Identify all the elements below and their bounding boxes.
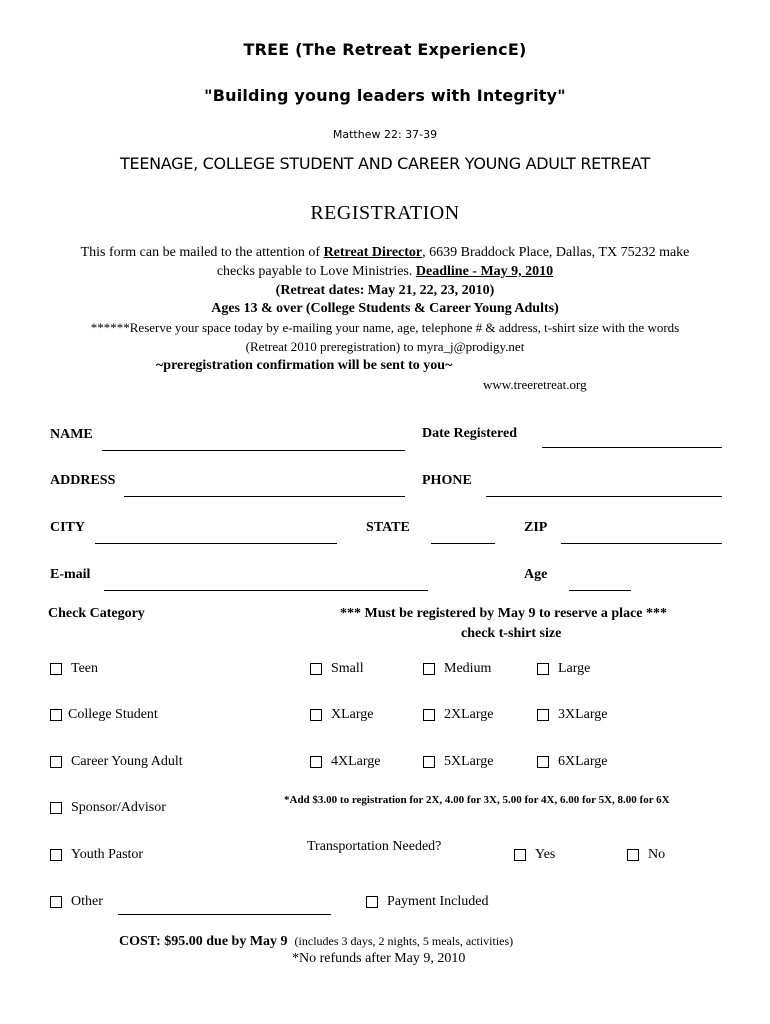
size-large-checkbox[interactable]	[537, 663, 549, 675]
retreat-dates: (Retreat dates: May 21, 22, 23, 2010)	[275, 283, 495, 298]
retreat-director: Retreat Director	[323, 245, 423, 260]
tagline: "Building young leaders with Integrity"	[204, 86, 566, 105]
size-large-label: Large	[558, 661, 591, 676]
size-surcharge-note: *Add $3.00 to registration for 2X, 4.00 for 3X, 5.00 for 4X, 6.00 for 5X, 8.00 for 6X	[284, 794, 670, 806]
tshirt-size-heading: check t-shirt size	[461, 626, 562, 641]
state-input[interactable]	[431, 527, 495, 544]
confirmation-note: ~preregistration confirmation will be sent to you~	[156, 358, 453, 373]
form-title: TREE (The Retreat ExperiencE)	[243, 40, 527, 59]
youth-pastor-checkbox[interactable]	[50, 849, 62, 861]
size-small-checkbox[interactable]	[310, 663, 322, 675]
transport-no-label: No	[648, 847, 666, 862]
name-label: NAME	[50, 427, 93, 442]
intro-line-2	[0, 264, 770, 280]
other-input[interactable]	[118, 898, 331, 915]
transport-yes-checkbox[interactable]	[514, 849, 526, 861]
age-requirement: Ages 13 & over (College Students & Career Young Adults)	[211, 301, 559, 316]
deadline-text: Deadline - May 9, 2010	[415, 264, 554, 279]
size-6xlarge-label: 6XLarge	[558, 754, 608, 769]
transportation-question: Transportation Needed?	[307, 839, 442, 854]
scripture-reference: Matthew 22: 37-39	[332, 128, 438, 141]
cost-line	[119, 932, 513, 950]
phone-label: PHONE	[422, 473, 472, 488]
intro-address: , 6639 Braddock Place, Dallas, TX 75232 make	[422, 245, 690, 260]
size-xlarge-label: XLarge	[331, 707, 374, 722]
size-5xlarge-label: 5XLarge	[444, 754, 494, 769]
other-label: Other	[71, 894, 103, 909]
college-student-label: College Student	[68, 707, 158, 722]
age-label: Age	[524, 567, 548, 582]
teen-checkbox[interactable]	[50, 663, 62, 675]
intro-line-1	[0, 245, 770, 261]
date-registered-label: Date Registered	[422, 426, 517, 441]
sponsor-advisor-checkbox[interactable]	[50, 802, 62, 814]
city-input[interactable]	[95, 527, 337, 544]
email-input[interactable]	[104, 574, 428, 591]
sponsor-advisor-label: Sponsor/Advisor	[71, 800, 166, 815]
date-registered-input[interactable]	[542, 431, 722, 448]
name-input[interactable]	[102, 434, 405, 451]
size-5xlarge-checkbox[interactable]	[423, 756, 435, 768]
size-4xlarge-checkbox[interactable]	[310, 756, 322, 768]
size-medium-checkbox[interactable]	[423, 663, 435, 675]
size-3xlarge-checkbox[interactable]	[537, 709, 549, 721]
career-young-adult-checkbox[interactable]	[50, 756, 62, 768]
intro-text: This form can be mailed to the attention of	[80, 245, 324, 260]
size-2xlarge-checkbox[interactable]	[423, 709, 435, 721]
cost-details: (includes 3 days, 2 nights, 5 meals, activities)	[294, 934, 514, 948]
cost-amount: COST: $95.00 due by May 9	[119, 934, 288, 949]
size-3xlarge-label: 3XLarge	[558, 707, 608, 722]
other-checkbox[interactable]	[50, 896, 62, 908]
registration-notice: *** Must be registered by May 9 to reserve a place ***	[340, 606, 667, 621]
zip-input[interactable]	[561, 527, 722, 544]
transport-no-checkbox[interactable]	[627, 849, 639, 861]
phone-input[interactable]	[486, 480, 722, 497]
state-label: STATE	[366, 520, 410, 535]
city-label: CITY	[50, 520, 86, 535]
size-small-label: Small	[331, 661, 364, 676]
size-medium-label: Medium	[444, 661, 492, 676]
reserve-instructions: ******Reserve your space today by e-mailing your name, age, telephone # & address, t-shirt size with the words	[90, 320, 680, 335]
website-link[interactable]: www.treeretreat.org	[483, 377, 587, 392]
registration-heading: REGISTRATION	[310, 202, 460, 224]
payable-text: checks payable to Love Ministries.	[216, 264, 416, 279]
address-input[interactable]	[124, 480, 405, 497]
age-input[interactable]	[569, 574, 631, 591]
size-6xlarge-checkbox[interactable]	[537, 756, 549, 768]
address-label: ADDRESS	[50, 473, 116, 488]
check-category-heading: Check Category	[48, 606, 145, 621]
refund-policy: *No refunds after May 9, 2010	[292, 951, 466, 966]
retreat-subtitle: TEENAGE, COLLEGE STUDENT AND CAREER YOUNG ADULT RETREAT	[120, 154, 650, 173]
youth-pastor-label: Youth Pastor	[71, 847, 144, 862]
college-student-checkbox[interactable]	[50, 709, 62, 721]
size-2xlarge-label: 2XLarge	[444, 707, 494, 722]
preregistration-email: (Retreat 2010 preregistration) to myra_j@prodigy.net	[245, 339, 525, 354]
career-young-adult-label: Career Young Adult	[71, 754, 183, 769]
payment-included-label: Payment Included	[387, 894, 489, 909]
payment-included-checkbox[interactable]	[366, 896, 378, 908]
size-xlarge-checkbox[interactable]	[310, 709, 322, 721]
teen-label: Teen	[71, 661, 99, 676]
email-label: E-mail	[50, 567, 91, 582]
size-4xlarge-label: 4XLarge	[331, 754, 381, 769]
zip-label: ZIP	[524, 520, 548, 535]
transport-yes-label: Yes	[535, 847, 556, 862]
